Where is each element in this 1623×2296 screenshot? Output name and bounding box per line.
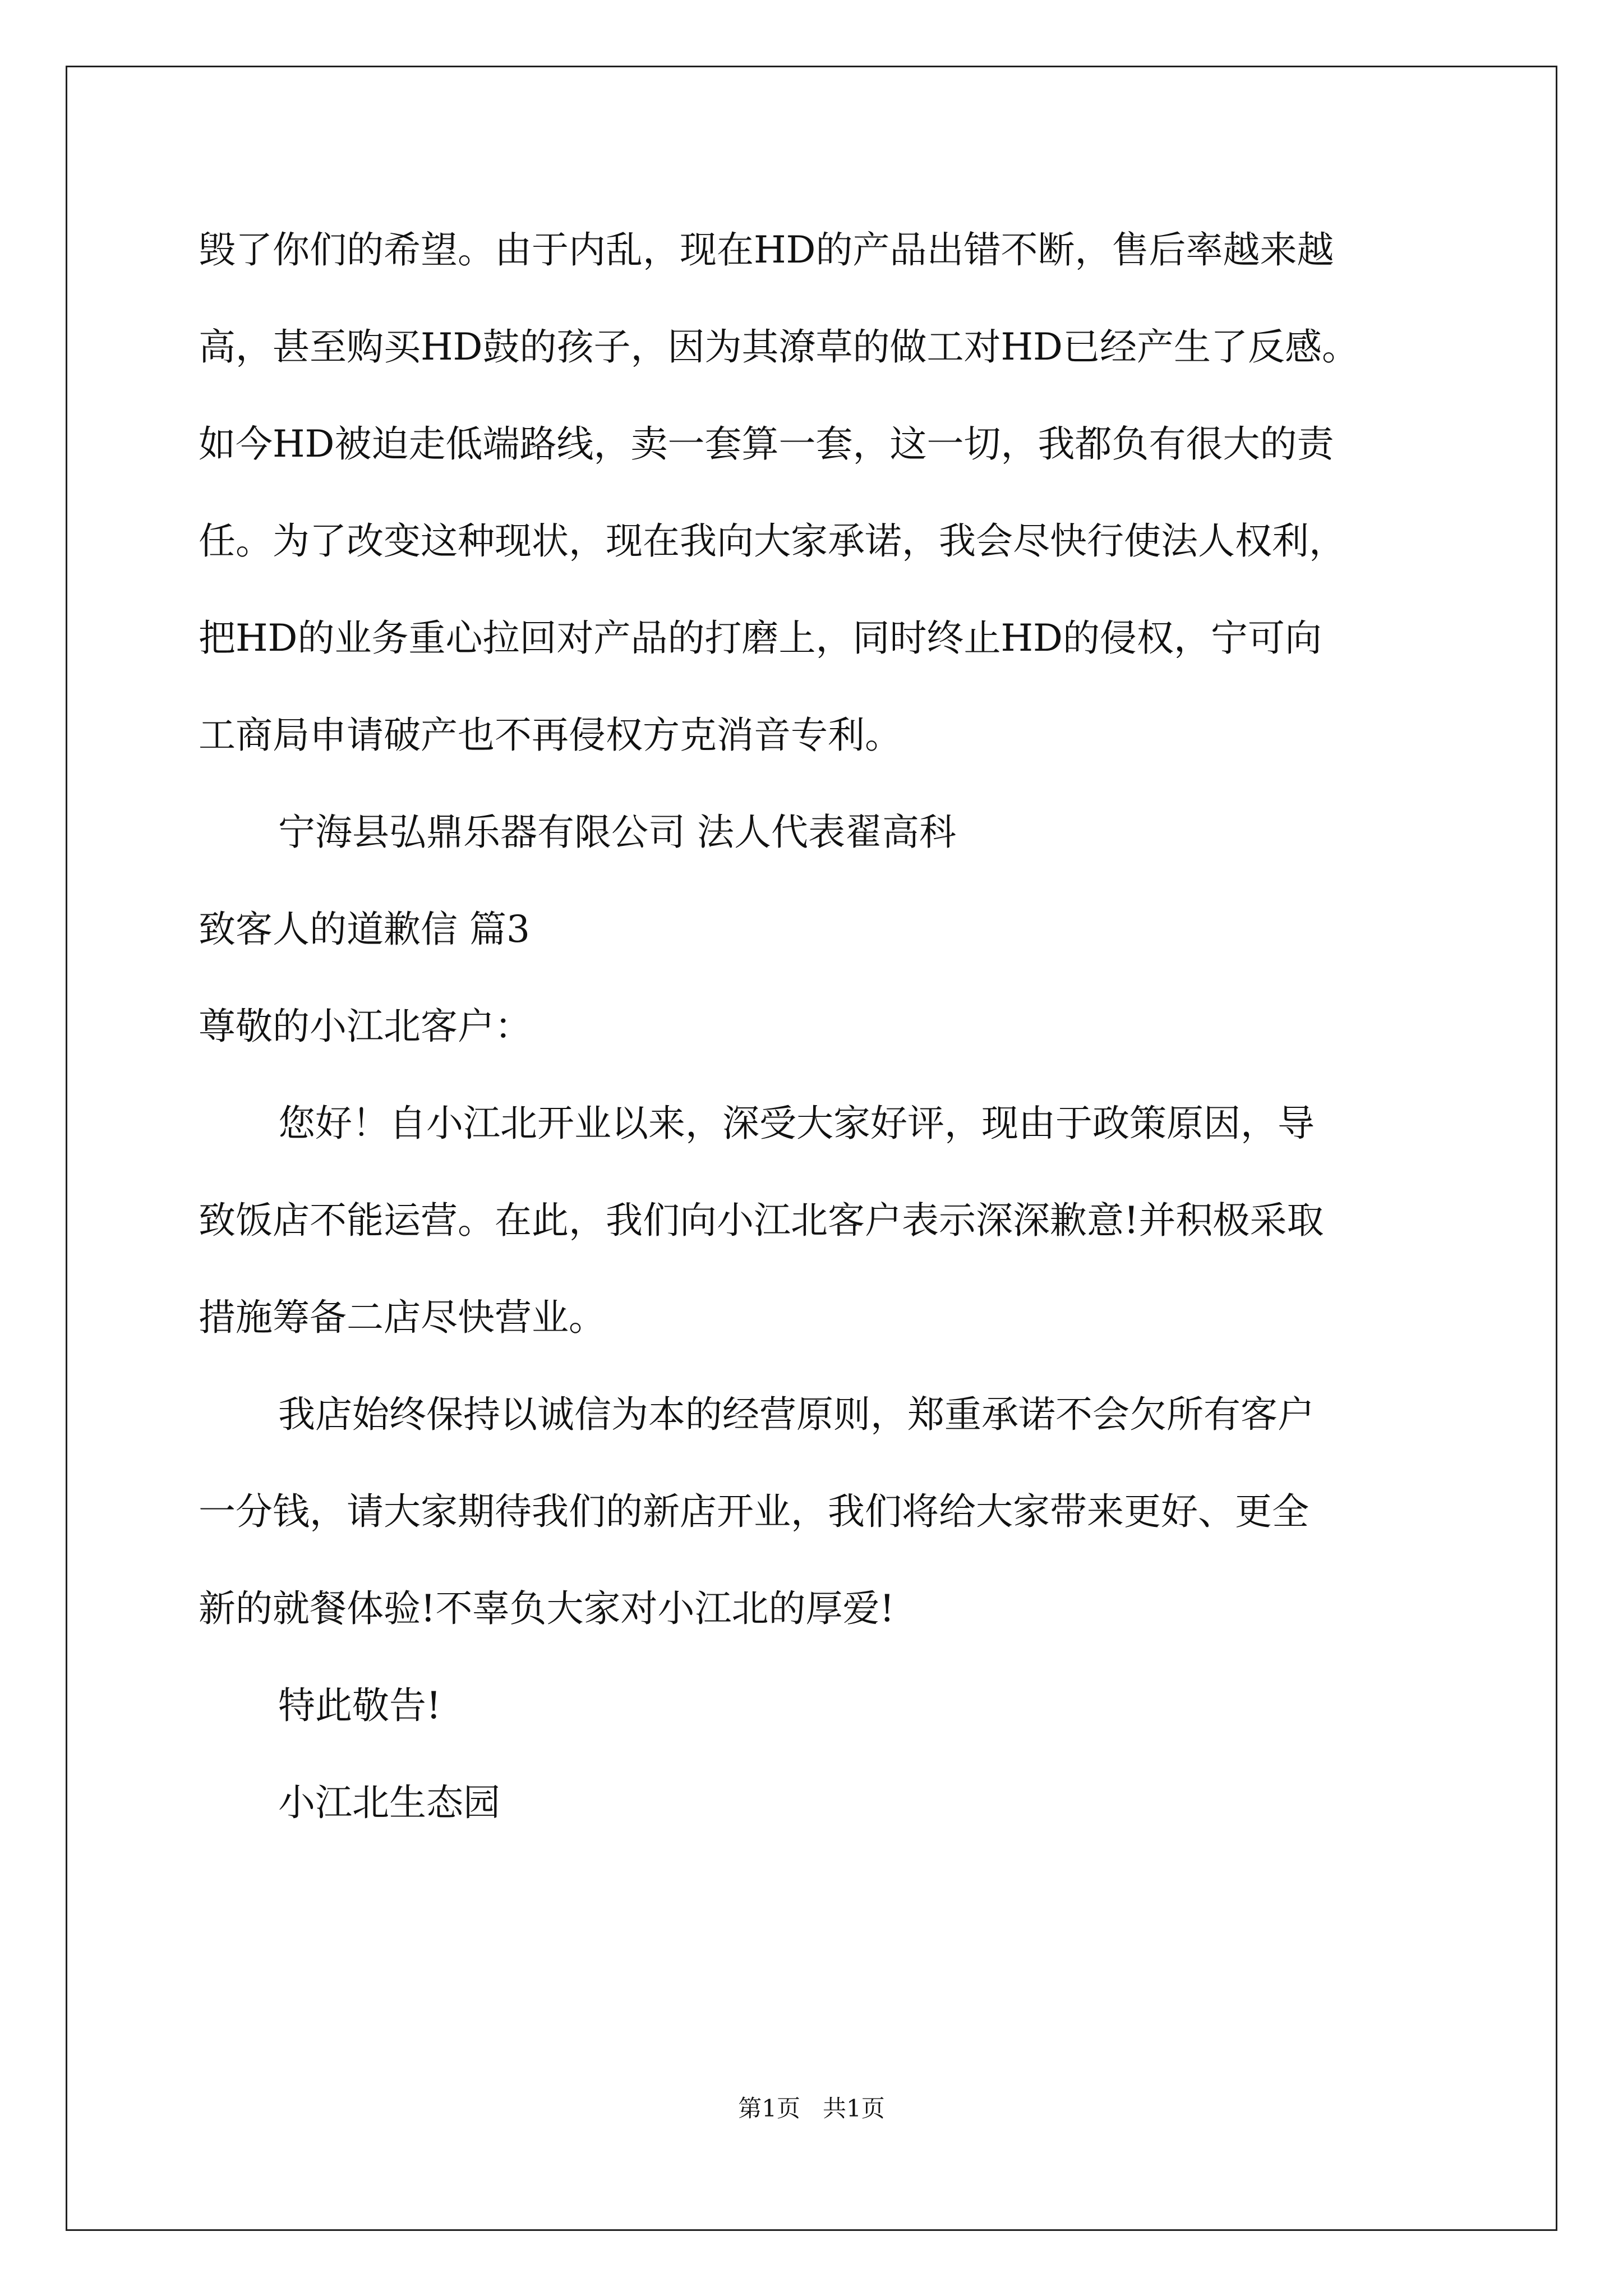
paragraph-line: 毁了你们的希望。由于内乱，现在HD的产品出错不断，售后率越来越: [199, 228, 1334, 272]
page-frame: [66, 66, 1557, 2231]
paragraph-line: 一分钱，请大家期待我们的新店开业，我们将给大家带来更好、更全: [199, 1490, 1309, 1533]
paragraph-line: 如今HD被迫走低端路线，卖一套算一套，这一切，我都负有很大的责: [199, 422, 1334, 466]
signature: 小江北生态园: [278, 1781, 500, 1824]
signature-previous: 宁海县弘鼎乐器有限公司 法人代表翟高科: [278, 811, 956, 854]
paragraph-line: 新的就餐体验!不辜负大家对小江北的厚爱!: [199, 1587, 895, 1630]
page-footer: 第1页 共1页: [738, 2095, 885, 2122]
paragraph-line: 我店始终保持以诚信为本的经营原则，郑重承诺不会欠所有客户: [278, 1393, 1315, 1436]
section-title: 致客人的道歉信 篇3: [199, 908, 530, 951]
paragraph-line: 您好！自小江北开业以来，深受大家好评，现由于政策原因，导: [278, 1102, 1315, 1145]
closing-line: 特此敬告!: [278, 1684, 441, 1727]
paragraph-line: 措施筹备二店尽快营业。: [199, 1296, 606, 1339]
paragraph-line: 致饭店不能运营。在此，我们向小江北客户表示深深歉意!并积极采取: [199, 1199, 1324, 1242]
paragraph-line: 把HD的业务重心拉回对产品的打磨上，同时终止HD的侵权，宁可向: [199, 616, 1322, 660]
salutation: 尊敬的小江北客户：: [199, 1005, 532, 1048]
paragraph-line: 工商局申请破产也不再侵权方克消音专利。: [199, 714, 902, 757]
paragraph-line: 高，甚至购买HD鼓的孩子，因为其潦草的做工对HD已经产生了反感。: [199, 325, 1359, 369]
paragraph-line: 任。为了改变这种现状，现在我向大家承诺，我会尽快行使法人权利，: [199, 519, 1346, 563]
